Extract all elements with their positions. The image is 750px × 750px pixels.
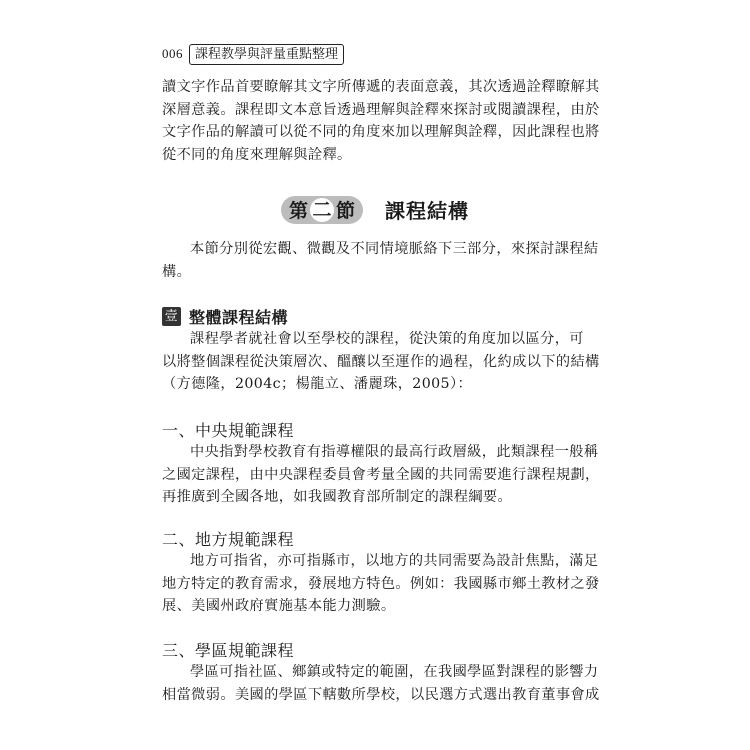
subsection-heading: [162, 418, 294, 441]
text-line: 展、美國州政府實施基本能力測驗。: [162, 598, 396, 614]
text-line: 以將整個課程從決策層次、醞釀以至運作的過程，化約成以下的結構: [162, 353, 600, 370]
running-title: 課程教學與評量重點整理: [189, 44, 344, 65]
text-line: 之國定課程，由中央課程委員會考量全國的共同需要進行課程規劃，: [162, 466, 600, 483]
section-title: 課程結構: [385, 199, 470, 223]
part-number-box: 壹: [162, 307, 181, 326]
text-line: 再推廣到全國各地，如我國教育部所制定的課程綱要。: [162, 489, 513, 505]
subsection-title: 一、中央規範課程: [162, 421, 295, 440]
subsection-paragraph: [162, 550, 600, 618]
page-number: 006: [162, 46, 183, 61]
section-intro-paragraph: [162, 238, 599, 283]
subsection-title: 二、地方規範課程: [162, 530, 295, 549]
subsection-heading: [162, 638, 294, 661]
text-line: 文字作品的解讀可以從不同的角度來加以理解與詮釋，因此課程也將: [162, 124, 600, 140]
text-line: 讀文字作品首要瞭解其文字所傳遞的表面意義，其次透過詮釋瞭解其: [162, 79, 600, 95]
subsection-paragraph: [162, 441, 600, 509]
text-line: 構。: [162, 263, 192, 280]
text-line: 本節分別從宏觀、微觀及不同情境脈絡下三部分，來探討課程結: [190, 241, 599, 257]
text-line: 地方特定的教育需求，發展地方特色。例如：我國縣市鄉土教材之發: [162, 575, 600, 592]
text-line: 中央指對學校教育有指導權限的最高行政層級，此類課程一般稱: [190, 444, 599, 460]
intro-paragraph: [162, 76, 600, 166]
section-badge: [281, 196, 363, 224]
text-line: 相當微弱。美國的學區下轄數所學校，以民選方式選出教育董事會成: [162, 686, 600, 703]
text-line: 深層意義。課程即文本意旨透過理解與詮釋來探討或閱讀課程，由於: [162, 101, 600, 118]
section-heading: [0, 195, 750, 224]
part-heading: [162, 305, 288, 328]
subsection-heading: [162, 527, 294, 550]
section-number-circle: 二: [310, 198, 334, 222]
section-badge-suffix: 節: [336, 200, 356, 222]
part-paragraph: [162, 328, 600, 396]
part-title: 整體課程結構: [189, 308, 289, 327]
text-line: （方德隆，2004c；楊龍立、潘麗珠，2005）：: [162, 376, 473, 392]
subsection-title: 三、學區規範課程: [162, 641, 295, 660]
text-line: 學區可指社區、鄉鎮或特定的範圍，在我國學區對課程的影響力: [190, 664, 599, 680]
section-badge-prefix: 第: [288, 200, 308, 222]
text-line: 地方可指省，亦可指縣市，以地方的共同需要為設計焦點，滿足: [190, 553, 599, 569]
subsection-paragraph: [162, 661, 600, 706]
text-line: 從不同的角度來理解與詮釋。: [162, 146, 352, 163]
text-line: 課程學者就社會以至學校的課程，從決策的角度加以區分，可: [190, 331, 584, 347]
page-header: [162, 43, 344, 65]
